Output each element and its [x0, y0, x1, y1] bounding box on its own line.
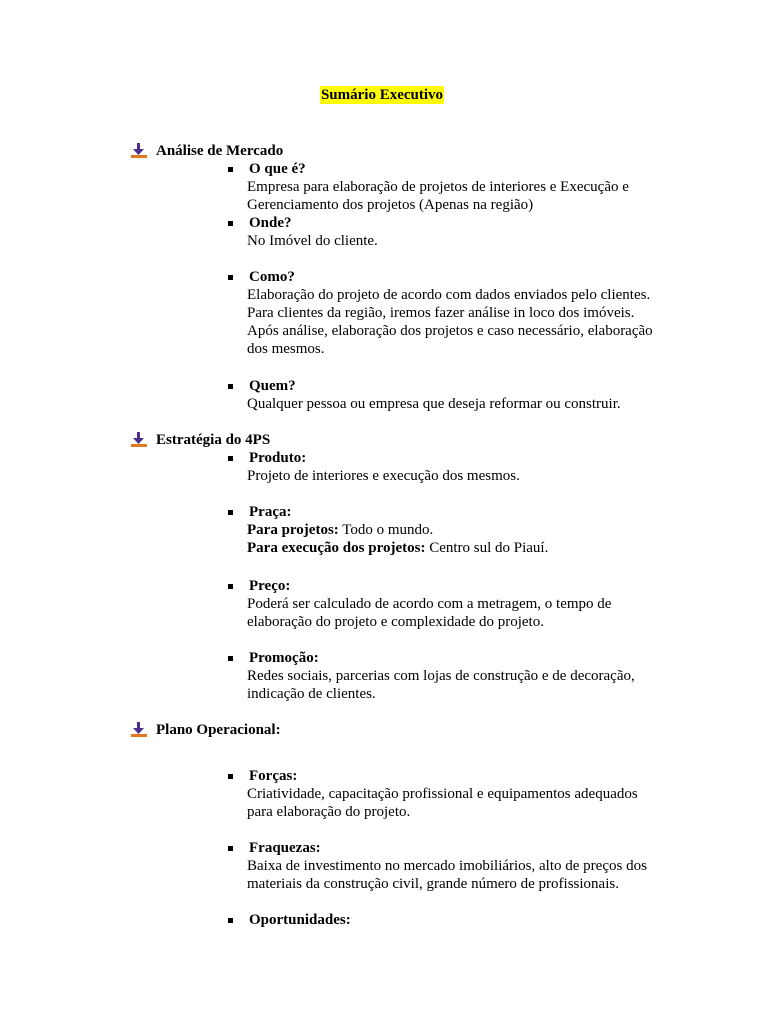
list-item-produto — [226, 449, 666, 485]
section-heading-text: Plano Operacional: — [156, 722, 281, 738]
item-heading — [226, 577, 666, 595]
section-plano-operacional — [130, 721, 690, 739]
item-text: No Imóvel do cliente. — [247, 233, 378, 249]
item-text: Baixa de investimento no mercado imobiliários, alto de preços dos materiais da construção civil, grande número de profissionais. — [247, 858, 647, 892]
item-text: Empresa para elaboração de projetos de interiores e Execução e Gerenciamento dos projetos (Apenas na região) — [247, 179, 629, 213]
section-estrategia-4ps — [130, 431, 690, 449]
list-item-o-que-e — [226, 160, 666, 214]
praca-line-projetos — [247, 521, 666, 539]
square-bullet-icon — [228, 384, 233, 389]
item-heading — [226, 214, 666, 232]
title-wrapper — [0, 86, 768, 104]
arrow-bullet-icon — [130, 432, 148, 448]
item-label: Preço: — [249, 578, 291, 594]
item-text: Projeto de interiores e execução dos mesmos. — [247, 468, 520, 484]
list-item-promocao — [226, 649, 666, 703]
item-heading — [226, 911, 666, 929]
list-item-preco — [226, 577, 666, 631]
item-body — [247, 232, 666, 250]
item-label: Quem? — [249, 378, 296, 394]
item-label: Promoção: — [249, 650, 319, 666]
item-body — [247, 785, 659, 821]
section-analise-mercado — [130, 142, 690, 160]
item-heading — [226, 503, 666, 521]
praca-execucao-text: Centro sul do Piauí. — [425, 540, 549, 556]
item-label: Produto: — [249, 450, 307, 466]
item-text: Elaboração do projeto de acordo com dados enviados pelo clientes. Para clientes da região, iremos fazer análise in loco dos imóveis. Após análise, elaboração dos projetos e caso necessário, elaboração dos mesmos. — [247, 287, 653, 357]
item-heading — [226, 268, 666, 286]
item-heading — [226, 839, 666, 857]
item-text: Qualquer pessoa ou empresa que deseja reformar ou construir. — [247, 396, 621, 412]
list-item-fraquezas — [226, 839, 666, 893]
item-heading — [226, 449, 666, 467]
section-heading — [130, 142, 690, 160]
item-heading — [226, 160, 666, 178]
arrow-bullet-icon — [130, 722, 148, 738]
item-text: Redes sociais, parcerias com lojas de construção e de decoração, indicação de clientes. — [247, 668, 635, 702]
square-bullet-icon — [228, 918, 233, 923]
item-label: Praça: — [249, 504, 292, 520]
item-label: Forças: — [249, 768, 298, 784]
section-heading-text: Análise de Mercado — [156, 143, 284, 159]
item-text: Poderá ser calculado de acordo com a metragem, o tempo de elaboração do projeto e complexidade do projeto. — [247, 596, 612, 630]
section-heading-text: Estratégia do 4PS — [156, 432, 271, 448]
section-heading — [130, 721, 690, 739]
praca-projetos-label: Para projetos: — [247, 522, 339, 538]
item-label: Fraquezas: — [249, 840, 321, 856]
item-body — [247, 857, 665, 893]
item-label: Como? — [249, 269, 295, 285]
arrow-bullet-icon — [130, 143, 148, 159]
square-bullet-icon — [228, 656, 233, 661]
item-body — [247, 395, 666, 413]
item-body — [247, 521, 666, 557]
praca-projetos-text: Todo o mundo. — [338, 522, 434, 538]
item-heading — [226, 767, 666, 785]
item-body — [247, 595, 637, 631]
square-bullet-icon — [228, 275, 233, 280]
square-bullet-icon — [228, 510, 233, 515]
square-bullet-icon — [228, 456, 233, 461]
square-bullet-icon — [228, 167, 233, 172]
list-item-forcas — [226, 767, 666, 821]
list-item-onde — [226, 214, 666, 250]
document-title: Sumário Executivo — [320, 87, 444, 103]
item-label: O que é? — [249, 161, 306, 177]
praca-line-execucao — [247, 539, 666, 557]
square-bullet-icon — [228, 846, 233, 851]
praca-execucao-label: Para execução dos projetos: — [247, 540, 426, 556]
list-item-como — [226, 268, 666, 358]
item-label: Onde? — [249, 215, 292, 231]
item-heading — [226, 649, 666, 667]
list-item-oportunidades — [226, 911, 666, 929]
square-bullet-icon — [228, 221, 233, 226]
square-bullet-icon — [228, 774, 233, 779]
item-body — [247, 467, 666, 485]
square-bullet-icon — [228, 584, 233, 589]
list-item-praca — [226, 503, 666, 557]
item-body — [247, 178, 666, 214]
item-text: Criatividade, capacitação profissional e equipamentos adequados para elaboração do projeto. — [247, 786, 638, 820]
item-body — [247, 667, 662, 703]
item-body — [247, 286, 657, 358]
item-heading — [226, 377, 666, 395]
item-label: Oportunidades: — [249, 912, 351, 928]
list-item-quem — [226, 377, 666, 413]
section-heading — [130, 431, 690, 449]
